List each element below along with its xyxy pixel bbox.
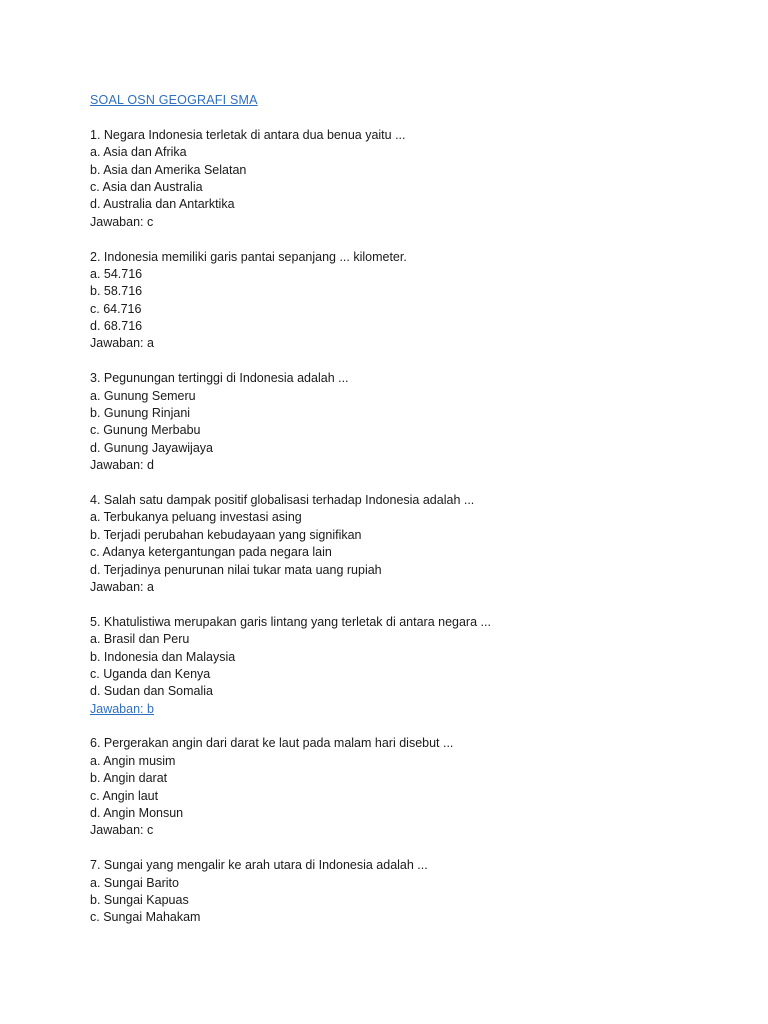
option-c: c. Adanya ketergantungan pada negara lain <box>90 545 332 560</box>
question-block-7 <box>90 857 730 927</box>
document-title-link[interactable]: SOAL OSN GEOGRAFI SMA <box>90 93 258 107</box>
option-c: c. Gunung Merbabu <box>90 423 201 438</box>
answer-text: Jawaban: a <box>90 579 154 594</box>
answer-text: Jawaban: d <box>90 458 154 473</box>
option-b: b. 58.716 <box>90 284 143 299</box>
option-a: a. Brasil dan Peru <box>90 632 190 647</box>
question-text: 4. Salah satu dampak positif globalisasi terhadap Indonesia adalah ... <box>90 492 475 507</box>
option-a: a. Sungai Barito <box>90 875 179 890</box>
answer-text: Jawaban: c <box>90 214 154 229</box>
question-block-1 <box>90 127 730 231</box>
option-a: a. Angin musim <box>90 753 176 768</box>
answer-text: Jawaban: c <box>90 823 154 838</box>
option-d: d. 68.716 <box>90 319 143 334</box>
option-a: a. Terbukanya peluang investasi asing <box>90 510 302 525</box>
question-text: 7. Sungai yang mengalir ke arah utara di Indonesia adalah ... <box>90 858 428 873</box>
question-block-6 <box>90 735 730 839</box>
option-c: c. Uganda dan Kenya <box>90 666 211 681</box>
option-d: d. Terjadinya penurunan nilai tukar mata uang rupiah <box>90 562 382 577</box>
option-d: d. Gunung Jayawijaya <box>90 440 213 455</box>
question-text: 1. Negara Indonesia terletak di antara dua benua yaitu ... <box>90 127 406 142</box>
option-b: b. Sungai Kapuas <box>90 892 189 907</box>
option-b: b. Angin darat <box>90 771 168 786</box>
option-b: b. Terjadi perubahan kebudayaan yang signifikan <box>90 527 362 542</box>
option-a: a. Gunung Semeru <box>90 388 196 403</box>
option-d: d. Angin Monsun <box>90 806 184 821</box>
option-a: a. 54.716 <box>90 266 143 281</box>
question-text: 2. Indonesia memiliki garis pantai sepanjang ... kilometer. <box>90 249 407 264</box>
question-text: 6. Pergerakan angin dari darat ke laut pada malam hari disebut ... <box>90 736 454 751</box>
question-block-4 <box>90 492 730 596</box>
option-a: a. Asia dan Afrika <box>90 145 187 160</box>
option-c: c. Asia dan Australia <box>90 179 203 194</box>
option-d: d. Australia dan Antarktika <box>90 197 235 212</box>
question-text: 3. Pegunungan tertinggi di Indonesia adalah ... <box>90 371 349 386</box>
option-b: b. Asia dan Amerika Selatan <box>90 162 247 177</box>
option-d: d. Sudan dan Somalia <box>90 684 214 699</box>
answer-text: Jawaban: a <box>90 336 154 351</box>
document-page <box>90 92 730 944</box>
question-block-3 <box>90 370 730 474</box>
answer-link[interactable]: Jawaban: b <box>90 701 154 716</box>
option-c: c. Sungai Mahakam <box>90 910 201 925</box>
option-c: c. Angin laut <box>90 788 159 803</box>
question-text: 5. Khatulistiwa merupakan garis lintang yang terletak di antara negara ... <box>90 614 491 629</box>
option-b: b. Indonesia dan Malaysia <box>90 649 236 664</box>
option-c: c. 64.716 <box>90 301 142 316</box>
question-block-2 <box>90 249 730 353</box>
question-block-5 <box>90 614 730 718</box>
option-b: b. Gunung Rinjani <box>90 406 191 421</box>
